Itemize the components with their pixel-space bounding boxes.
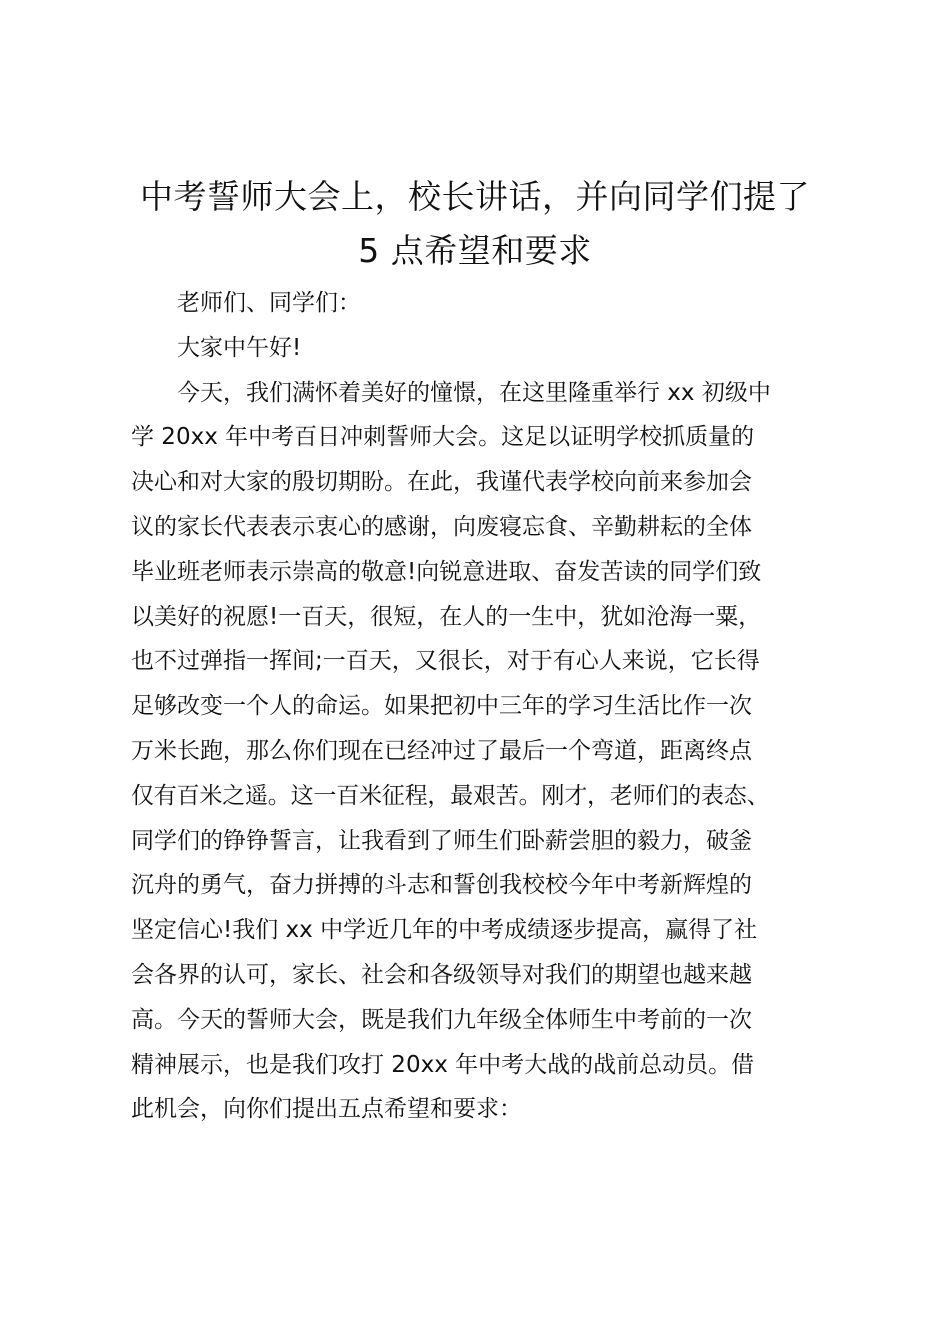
paragraph-line: 也不过弹指一挥间;一百天，又很长，对于有心人来说，它长得 xyxy=(131,648,760,675)
paragraph-line: 决心和对大家的殷切期盼。在此，我谨代表学校向前来参加会 xyxy=(131,469,752,496)
document-title xyxy=(100,170,850,278)
paragraph-line: 万米长跑，那么你们现在已经冲过了最后一个弯道，距离终点 xyxy=(131,737,752,764)
paragraph-line: 坚定信心!我们 xx 中学近几年的中考成绩逐步提高，赢得了社 xyxy=(131,917,758,944)
paragraph-line: 会各界的认可，家长、社会和各级领导对我们的期望也越来越 xyxy=(131,961,752,988)
paragraph-line: 精神展示，也是我们攻打 20xx 年中考大战的战前总动员。借 xyxy=(131,1051,755,1078)
paragraph-line: 足够改变一个人的命运。如果把初中三年的学习生活比作一次 xyxy=(131,693,752,720)
paragraph-line: 毕业班老师表示崇高的敬意!向锐意进取、奋发苦读的同学们致 xyxy=(131,558,762,585)
paragraph-line: 高。今天的誓师大会，既是我们九年级全体师生中考前的一次 xyxy=(131,1006,752,1033)
title-line: 5 点希望和要求 xyxy=(358,231,592,270)
salutation: 老师们、同学们： xyxy=(177,290,361,316)
paragraph-line: 学 20xx 年中考百日冲刺誓师大会。这足以证明学校抓质量的 xyxy=(131,424,755,451)
paragraph-line: 此机会，向你们提出五点希望和要求： xyxy=(131,1096,522,1123)
paragraph-line: 以美好的祝愿!一百天，很短，在人的一生中，犹如沧海一粟， xyxy=(131,603,762,630)
paragraph-line: 同学们的铮铮誓言，让我看到了师生们卧薪尝胆的毅力，破釜 xyxy=(131,827,752,854)
document-body xyxy=(131,281,851,1132)
paragraph-line: 议的家长代表表示衷心的感谢，向废寝忘食、辛勤耕耘的全体 xyxy=(131,513,752,540)
paragraph-line: 沉舟的勇气，奋力拼搏的斗志和誓创我校校今年中考新辉煌的 xyxy=(131,872,752,899)
title-line: 中考誓师大会上，校长讲话，并向同学们提了 xyxy=(140,177,810,216)
paragraph-line: 今天，我们满怀着美好的憧憬，在这里隆重举行 xx 初级中 xyxy=(177,379,771,406)
paragraph-line: 仅有百米之遥。这一百米征程，最艰苦。刚才，老师们的表态、 xyxy=(131,782,770,809)
greeting: 大家中午好! xyxy=(177,334,302,361)
